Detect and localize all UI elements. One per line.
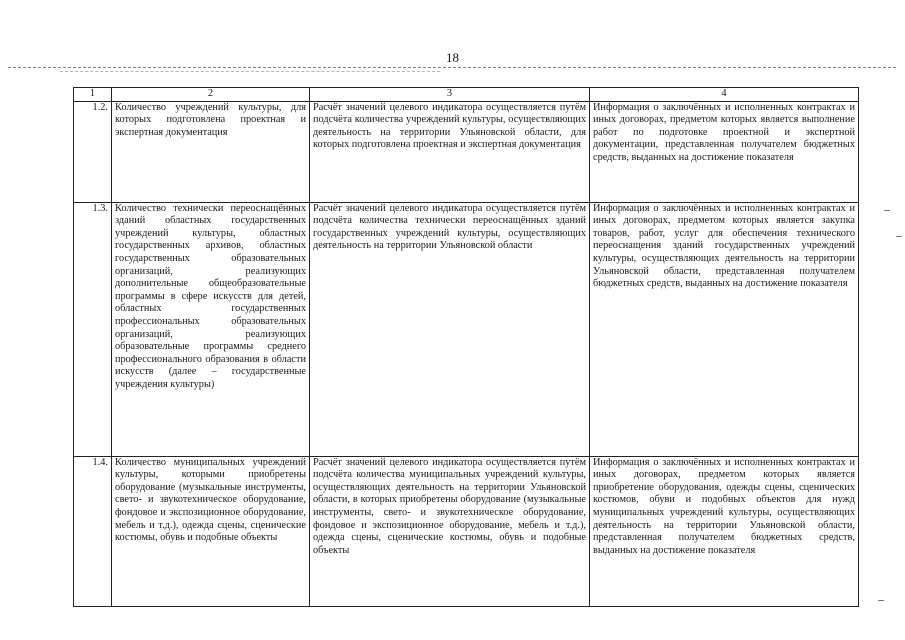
indicator-name: Количество муниципальных учреждений культуры, которыми приобретены оборудование (музыкальные инструменты, свето- и звукотехническое оборудование, фондовое и экспозиционное оборудование, мебель и т.д.), одежда сцены, сценические костюмы, обувь и подобные объекты [112, 456, 310, 606]
column-header: 3 [310, 88, 590, 102]
scan-mark [878, 600, 884, 601]
information-source: Информация о заключённых и исполненных контрактах и иных договорах, предметом которых является выполнение работ по подготовке проектной и экспертной документации, представленная получателем бюджетных средств, выданных на достижение показателя [590, 101, 859, 202]
calculation-method: Расчёт значений целевого индикатора осуществляется путём подсчёта количества учреждений культуры, осуществляющих деятельность на территории Ульяновской области, для которых подготовлена проектная и экспертная документация [310, 101, 590, 202]
information-source: Информация о заключённых и исполненных контрактах и иных договорах, предметом которых является приобретение оборудования, одежды сцены, сценических костюмов, обуви и подобных объектов для нужд муниципальных учреждений культуры, осуществляющих деятельность на территории Ульяновской области, представленная получателем бюджетных средств, выданных на достижение показателя [590, 456, 859, 606]
row-number: 1.2. [74, 101, 112, 202]
column-header: 4 [590, 88, 859, 102]
scan-mark [884, 210, 890, 211]
indicator-name: Количество технически переоснащённых зданий областных государственных учреждений культуры, областных государственных архивов, областных государственных образовательных организаций, реализующих дополнительные общеобразовательные программы в сфере искусств для детей, областных государственных профессиональных образовательных организаций, реализующих образовательные программы среднего профессионального образования в области искусств (далее – государственные учреждения культуры) [112, 202, 310, 456]
page-number: 18 [446, 50, 459, 65]
table-row [74, 101, 859, 202]
scan-mark [896, 236, 902, 237]
calculation-method: Расчёт значений целевого индикатора осуществляется путём подсчёта количества муниципальных учреждений культуры, осуществляющих деятельность на территории Ульяновской области, в которых приобретены оборудование (музыкальные инструменты, свето- и звукотехническое оборудование, фондовое и экспозиционное оборудование, мебель и т.д.), одежда сцены, сценические костюмы, обувь и подобные объекты [310, 456, 590, 606]
row-number: 1.3. [74, 202, 112, 456]
table-header-row [74, 88, 859, 102]
table-row [74, 456, 859, 606]
information-source: Информация о заключённых и исполненных контрактах и иных договорах, предметом которых является закупка товаров, работ, услуг для обеспечения технического переоснащения зданий государственных учреждений культуры, осуществляющих деятельность на территории Ульяновской области, представленная получателем бюджетных средств, выданных на достижение показателя [590, 202, 859, 456]
scan-dashed-line [8, 67, 896, 68]
column-header: 1 [74, 88, 112, 102]
indicator-table [73, 87, 859, 607]
row-number: 1.4. [74, 456, 112, 606]
calculation-method: Расчёт значений целевого индикатора осуществляется путём подсчёта количества технически переоснащённых зданий государственных учреждений культуры, осуществляющих деятельность на территории Ульяновской области [310, 202, 590, 456]
table-row [74, 202, 859, 456]
scan-dashed-line [60, 71, 440, 72]
indicator-name: Количество учреждений культуры, для которых подготовлена проектная и экспертная документация [112, 101, 310, 202]
column-header: 2 [112, 88, 310, 102]
